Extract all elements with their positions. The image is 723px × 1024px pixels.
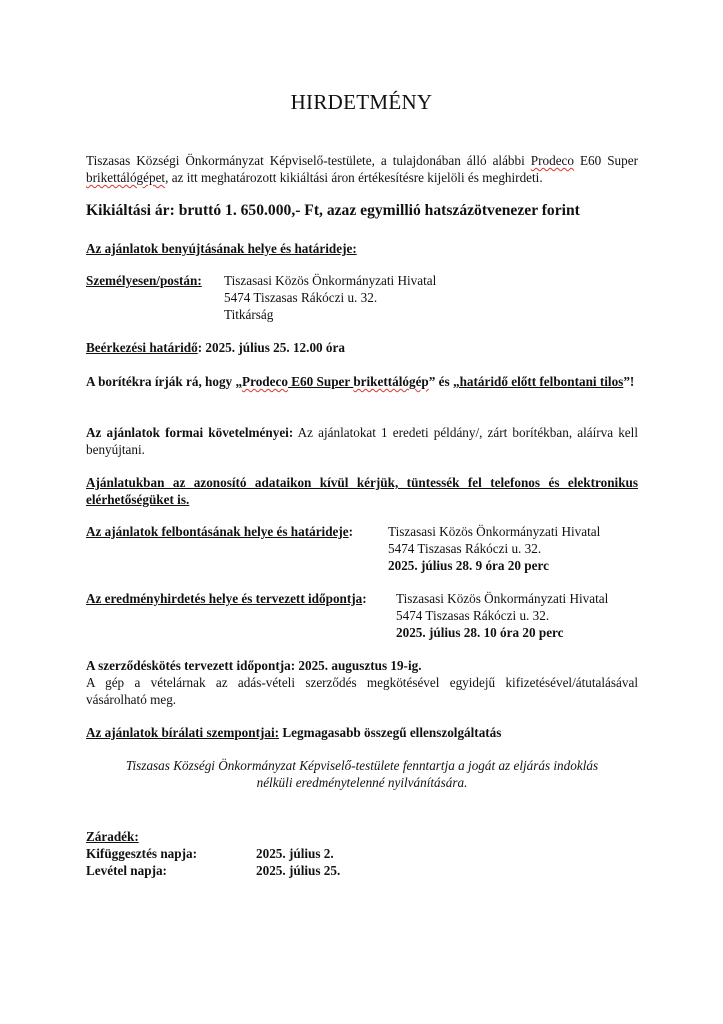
formal-label: Az ajánlatok formai követelményei: [86, 425, 294, 440]
deadline-label: Beérkezési határidő [86, 340, 198, 355]
envelope-briket: brikettálógép [353, 374, 429, 389]
personal-line-1: Tiszasasi Közös Önkormányzati Hivatal [224, 273, 437, 288]
result-label [86, 590, 367, 607]
intro-text-b: E60 Super [574, 153, 638, 168]
result-line-3: 2025. július 28. 10 óra 20 perc [396, 625, 564, 640]
closing-row-value-1: 2025. július 2. [256, 846, 334, 861]
criteria-value: Legmagasabb összegű ellenszolgáltatás [279, 725, 502, 740]
deadline-value: : 2025. július 25. 12.00 óra [197, 340, 345, 355]
envelope-mid: E60 Super [287, 374, 354, 389]
opening-label-text: Az ajánlatok felbontásának helye és határideje [86, 524, 349, 539]
envelope-q2: ” [428, 374, 436, 389]
opening-label [86, 523, 353, 540]
formal-paragraph [86, 424, 638, 458]
envelope-text-a: A borítékra írják rá, hogy [86, 374, 236, 389]
personal-label: Személyesen/postán: [86, 273, 202, 288]
result-line-2: 5474 Tiszasas Rákóczi u. 32. [396, 608, 550, 623]
criteria-label: Az ajánlatok bírálati szempontjai: [86, 725, 280, 740]
price-line: Kikiáltási ár: bruttó 1. 650.000,- Ft, azaz egymillió hatszázötvenezer forint [86, 202, 580, 219]
envelope-paragraph [86, 373, 638, 390]
opening-line-3: 2025. július 28. 9 óra 20 perc [388, 558, 549, 573]
opening-line-2: 5474 Tiszasas Rákóczi u. 32. [388, 541, 542, 556]
closing-row-label-2: Levétel napja: [86, 863, 167, 878]
opening-line-1: Tiszasasi Közös Önkormányzati Hivatal [388, 524, 601, 539]
closing-row-label-1: Kifüggesztés napja: [86, 846, 197, 861]
result-colon: : [362, 591, 367, 606]
closing-heading: Záradék: [86, 829, 139, 844]
opening-colon: : [348, 524, 354, 539]
submission-heading: Az ajánlatok benyújtásának helye és határideje: [86, 241, 357, 256]
result-line-1: Tiszasasi Közös Önkormányzati Hivatal [396, 591, 609, 606]
contract-text: A gép a vételárnak az adás-vételi szerződés megkötésével egyidejű kifizetésével/átutalásával vásárolható meg. [86, 675, 638, 707]
page-title: HIRDETMÉNY [290, 90, 433, 114]
intro-prodeco: Prodeco [530, 153, 574, 168]
intro-briket: brikettálógépet [86, 170, 166, 185]
closing-row-value-2: 2025. július 25. [256, 863, 341, 878]
disclaimer: Tiszasas Községi Önkormányzat Képviselő-testülete fenntartja a jogát az eljárás indoklás nélküli eredménytelenné nyilvánítására. [125, 758, 599, 790]
envelope-q1: „ [235, 374, 243, 389]
envelope-text-d: ”! [623, 374, 635, 389]
contract-heading: A szerződéskötés tervezett időpontja: 2025. augusztus 19-ig. [86, 658, 422, 673]
personal-line-2: 5474 Tiszasas Rákóczi u. 32. [224, 290, 378, 305]
formal-text: Az ajánlatokat 1 eredeti példány/, zárt borítékban, aláírva kell benyújtani. [86, 425, 638, 457]
intro-text-a: Tiszasas Községi Önkormányzat Képviselő-testülete, a tulajdonában álló alábbi [86, 153, 531, 168]
intro-text-c: , az itt meghatározott kikiáltási áron értékesítésre kijelöli és meghirdeti. [165, 170, 543, 185]
personal-line-3: Titkárság [224, 307, 274, 322]
criteria-line [86, 724, 638, 741]
intro-paragraph [86, 152, 638, 186]
envelope-text-b: és [435, 374, 453, 389]
result-label-text: Az eredményhirdetés helye és tervezett időpontja [86, 591, 363, 606]
contact-note: Ajánlatukban az azonosító adataikon kívül kérjük, tüntessék fel telefonos és elektronikus elérhetőségüket is. [86, 475, 638, 507]
envelope-text-c: „határidő előtt felbontani tilos [452, 374, 624, 389]
deadline-line [86, 339, 638, 356]
envelope-prodeco: Prodeco [242, 374, 288, 389]
